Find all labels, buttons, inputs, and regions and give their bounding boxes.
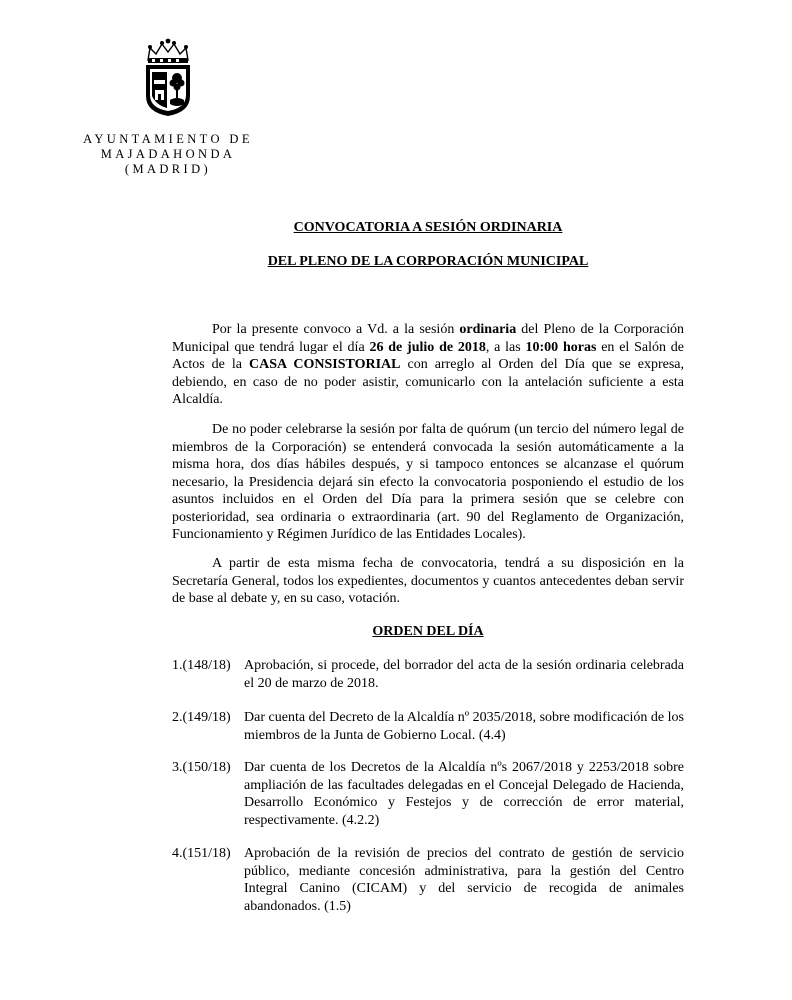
agenda-item-number: 2.(149/18) (172, 710, 231, 725)
agenda-item (172, 759, 684, 829)
agenda-item-number: 4.(151/18) (172, 846, 231, 861)
agenda-item-number: 1.(148/18) (172, 658, 231, 673)
agenda-item-number: 3.(150/18) (172, 760, 231, 775)
agenda-item-text: Aprobación, si procede, del borrador del acta de la sesión ordinaria celebrada el 20 de marzo de 2018. (244, 658, 684, 691)
agenda-item-text: Dar cuenta de los Decretos de la Alcaldía nºs 2067/2018 y 2253/2018 sobre ampliación de las facultades delegadas en el Concejal Delegado de Hacienda, Desarrollo Económico y Festejos y de corrección de error material, respectivamente. (4.2.2) (244, 760, 684, 828)
agenda-item (172, 709, 684, 744)
agenda-item-text: Aprobación de la revisión de precios del contrato de gestión de servicio público, mediante concesión administrativa, para la gestión del Centro Integral Canino (CICAM) y del servicio de recogida de animales abandonados. (1.5) (244, 846, 684, 914)
paragraph-convocation: Por la presente convoco a Vd. a la sesión ordinaria del Pleno de la Corporación Municipal que tendrá lugar el día 26 de julio de 2018, a las 10:00 horas en el Salón de Actos de la CASA CONSISTORIAL con arreglo al Orden del Día que se expresa, debiendo, en caso de no poder asistir, comunicarlo con la antelación suficiente a esta Alcaldía. (172, 322, 685, 407)
org-line-3: (MADRID) (124, 162, 212, 176)
org-line-2: MAJADAHONDA (100, 147, 236, 161)
agenda-heading: ORDEN DEL DÍA (372, 624, 484, 639)
document-title: CONVOCATORIA A SESIÓN ORDINARIA (293, 220, 563, 235)
agenda-item-text: Dar cuenta del Decreto de la Alcaldía nº 2035/2018, sobre modificación de los miembros de la Junta de Gobierno Local. (4.4) (244, 710, 684, 743)
document-subtitle: DEL PLENO DE LA CORPORACIÓN MUNICIPAL (267, 254, 589, 269)
paragraph-documents: A partir de esta misma fecha de convocatoria, tendrá a su disposición en la Secretaría General, todos los expedientes, documentos y cuantos antecedentes deban servir de base al debate y, en su caso, votación. (172, 556, 684, 606)
agenda-item (172, 657, 684, 692)
paragraph-quorum: De no poder celebrarse la sesión por falta de quórum (un tercio del número legal de miembros de la Corporación) se entenderá convocada la sesión automáticamente a la misma hora, dos días hábiles después, y si tampoco entonces se alcanzase el quórum necesario, la Presidencia dejará sin efecto la convocatoria posponiendo el estudio de los asuntos incluidos en el Orden del Día para la primera sesión que se celebre con posterioridad, sea ordinaria o extraordinaria (art. 90 del Reglamento de Organización, Funcionamiento y Régimen Jurídico de las Entidades Locales). (172, 422, 684, 542)
org-line-1: AYUNTAMIENTO DE (83, 132, 253, 146)
organization-name (70, 132, 266, 177)
coat-of-arms-icon (138, 38, 198, 118)
agenda-item (172, 845, 684, 915)
